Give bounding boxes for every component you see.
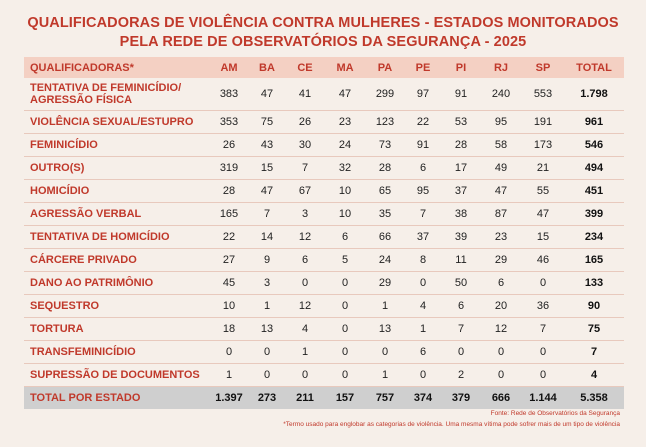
table-cell: 45 [210,272,248,295]
column-header: PE [404,57,442,78]
table-cell: 26 [286,111,324,134]
table-cell: 1.397 [210,387,248,410]
total-row [24,387,624,410]
table-cell: 299 [366,78,404,111]
table-cell: 55 [522,180,564,203]
page-title [0,14,646,52]
table-cell: 3 [286,203,324,226]
table-cell: 374 [404,387,442,410]
table-cell: 353 [210,111,248,134]
table-cell: 0 [248,364,286,387]
table-cell: 273 [248,387,286,410]
table-cell: 20 [480,295,522,318]
table-cell: 7 [522,318,564,341]
table-cell: 0 [248,341,286,364]
row-total: 399 [564,203,624,226]
title-line-2: PELA REDE DE OBSERVATÓRIOS DA SEGURANÇA - 2025 [119,34,527,50]
table-cell: 0 [286,364,324,387]
row-total: 4 [564,364,624,387]
table-cell: 1.144 [522,387,564,410]
table-row [24,249,624,272]
table-cell: 240 [480,78,522,111]
row-label: TRANSFEMINICÍDIO [24,341,210,364]
table-cell: 1 [366,295,404,318]
row-total: 75 [564,318,624,341]
table-row [24,341,624,364]
table-cell: 757 [366,387,404,410]
table-cell: 319 [210,157,248,180]
table-cell: 6 [480,272,522,295]
table-cell: 15 [522,226,564,249]
table-cell: 28 [442,134,480,157]
table-cell: 379 [442,387,480,410]
column-header: QUALIFICADORAS* [24,57,210,78]
row-total: 5.358 [564,387,624,410]
table-cell: 47 [522,203,564,226]
table-cell: 191 [522,111,564,134]
table-cell: 37 [404,226,442,249]
table-cell: 0 [522,341,564,364]
table-cell: 47 [248,180,286,203]
table-cell: 10 [324,203,366,226]
row-total: 961 [564,111,624,134]
table-cell: 36 [522,295,564,318]
title-line-1: QUALIFICADORAS DE VIOLÊNCIA CONTRA MULHERES - ESTADOS MONITORADOS [27,15,619,31]
table-row [24,203,624,226]
table-cell: 0 [442,341,480,364]
table-cell: 0 [324,272,366,295]
table-cell: 383 [210,78,248,111]
table-cell: 0 [522,364,564,387]
table-cell: 12 [480,318,522,341]
row-label: OUTRO(S) [24,157,210,180]
table-cell: 27 [210,249,248,272]
table-cell: 17 [442,157,480,180]
table-row [24,364,624,387]
table-cell: 53 [442,111,480,134]
table-cell: 0 [324,364,366,387]
table-cell: 553 [522,78,564,111]
table-row [24,226,624,249]
table-cell: 1 [286,341,324,364]
column-header: BA [248,57,286,78]
table-cell: 0 [480,364,522,387]
column-header: RJ [480,57,522,78]
table-cell: 7 [286,157,324,180]
table-cell: 11 [442,249,480,272]
table-cell: 13 [248,318,286,341]
table-cell: 24 [366,249,404,272]
table-cell: 23 [480,226,522,249]
table-cell: 6 [324,226,366,249]
table-cell: 41 [286,78,324,111]
table-cell: 6 [404,341,442,364]
table-cell: 26 [210,134,248,157]
table-cell: 6 [286,249,324,272]
table-cell: 1 [404,318,442,341]
table-cell: 13 [366,318,404,341]
table-cell: 43 [248,134,286,157]
table-row [24,111,624,134]
row-total: 1.798 [564,78,624,111]
table-cell: 95 [480,111,522,134]
table-cell: 7 [442,318,480,341]
row-total: 494 [564,157,624,180]
row-label: VIOLÊNCIA SEXUAL/ESTUPRO [24,111,210,134]
row-total: 546 [564,134,624,157]
footnote: *Termo usado para englobar as categorias de violência. Uma mesma vítima pode sofrer mais de um tipo de violência [283,421,620,428]
table-cell: 73 [366,134,404,157]
row-total: 451 [564,180,624,203]
row-label: TENTATIVA DE FEMINICÍDIO/ AGRESSÃO FÍSICA [24,78,210,111]
table-cell: 4 [286,318,324,341]
column-header: AM [210,57,248,78]
table-cell: 21 [522,157,564,180]
row-label: TENTATIVA DE HOMICÍDIO [24,226,210,249]
table-cell: 7 [404,203,442,226]
table-cell: 22 [404,111,442,134]
row-label: FEMINICÍDIO [24,134,210,157]
table-cell: 10 [210,295,248,318]
table-cell: 58 [480,134,522,157]
table-cell: 91 [442,78,480,111]
row-total: 90 [564,295,624,318]
table-cell: 7 [248,203,286,226]
column-header: TOTAL [564,57,624,78]
table-cell: 29 [366,272,404,295]
row-label: SEQUESTRO [24,295,210,318]
table-cell: 29 [480,249,522,272]
table-cell: 91 [404,134,442,157]
table-cell: 50 [442,272,480,295]
table-cell: 0 [480,341,522,364]
table-cell: 49 [480,157,522,180]
table-cell: 666 [480,387,522,410]
row-total: 133 [564,272,624,295]
table-cell: 3 [248,272,286,295]
table-cell: 8 [404,249,442,272]
table-cell: 157 [324,387,366,410]
table-cell: 173 [522,134,564,157]
table-cell: 2 [442,364,480,387]
table-cell: 0 [286,272,324,295]
table-cell: 1 [210,364,248,387]
table-cell: 6 [404,157,442,180]
table-cell: 37 [442,180,480,203]
table-cell: 1 [248,295,286,318]
row-label: AGRESSÃO VERBAL [24,203,210,226]
source-note: Fonte: Rede de Observatórios da Segurança [490,410,620,417]
column-header: PA [366,57,404,78]
table-cell: 46 [522,249,564,272]
table-row [24,180,624,203]
table-row [24,318,624,341]
row-label: HOMICÍDIO [24,180,210,203]
table-cell: 211 [286,387,324,410]
table-cell: 47 [480,180,522,203]
row-total: 165 [564,249,624,272]
row-label: DANO AO PATRIMÔNIO [24,272,210,295]
column-header: CE [286,57,324,78]
row-label: TOTAL POR ESTADO [24,387,210,410]
column-header: PI [442,57,480,78]
table-cell: 38 [442,203,480,226]
table-cell: 12 [286,226,324,249]
table-cell: 0 [210,341,248,364]
table-row [24,272,624,295]
table-row [24,157,624,180]
table-cell: 47 [324,78,366,111]
row-label: CÁRCERE PRIVADO [24,249,210,272]
table-body [24,78,624,409]
table-cell: 0 [404,272,442,295]
table-cell: 28 [366,157,404,180]
table-cell: 39 [442,226,480,249]
table-cell: 0 [324,318,366,341]
row-label: SUPRESSÃO DE DOCUMENTOS [24,364,210,387]
table-cell: 9 [248,249,286,272]
table-cell: 97 [404,78,442,111]
row-total: 234 [564,226,624,249]
table-cell: 1 [366,364,404,387]
table-cell: 0 [324,341,366,364]
table-cell: 35 [366,203,404,226]
table-cell: 32 [324,157,366,180]
table-row [24,295,624,318]
table-cell: 67 [286,180,324,203]
row-label: TORTURA [24,318,210,341]
table-cell: 12 [286,295,324,318]
data-table [24,57,624,409]
table-cell: 47 [248,78,286,111]
table-cell: 10 [324,180,366,203]
table-cell: 66 [366,226,404,249]
table-cell: 165 [210,203,248,226]
table-cell: 6 [442,295,480,318]
table-cell: 18 [210,318,248,341]
table-cell: 87 [480,203,522,226]
row-total: 7 [564,341,624,364]
table-cell: 4 [404,295,442,318]
table-cell: 0 [522,272,564,295]
table-cell: 75 [248,111,286,134]
table-cell: 0 [404,364,442,387]
table-cell: 123 [366,111,404,134]
table-cell: 14 [248,226,286,249]
table-cell: 0 [366,341,404,364]
table-cell: 5 [324,249,366,272]
table-header-row [24,57,624,78]
table-row [24,134,624,157]
column-header: SP [522,57,564,78]
column-header: MA [324,57,366,78]
table-cell: 30 [286,134,324,157]
table-cell: 65 [366,180,404,203]
table-cell: 15 [248,157,286,180]
table-cell: 28 [210,180,248,203]
table-row [24,78,624,111]
table-cell: 95 [404,180,442,203]
table-cell: 0 [324,295,366,318]
table-cell: 23 [324,111,366,134]
table-cell: 24 [324,134,366,157]
table-cell: 22 [210,226,248,249]
